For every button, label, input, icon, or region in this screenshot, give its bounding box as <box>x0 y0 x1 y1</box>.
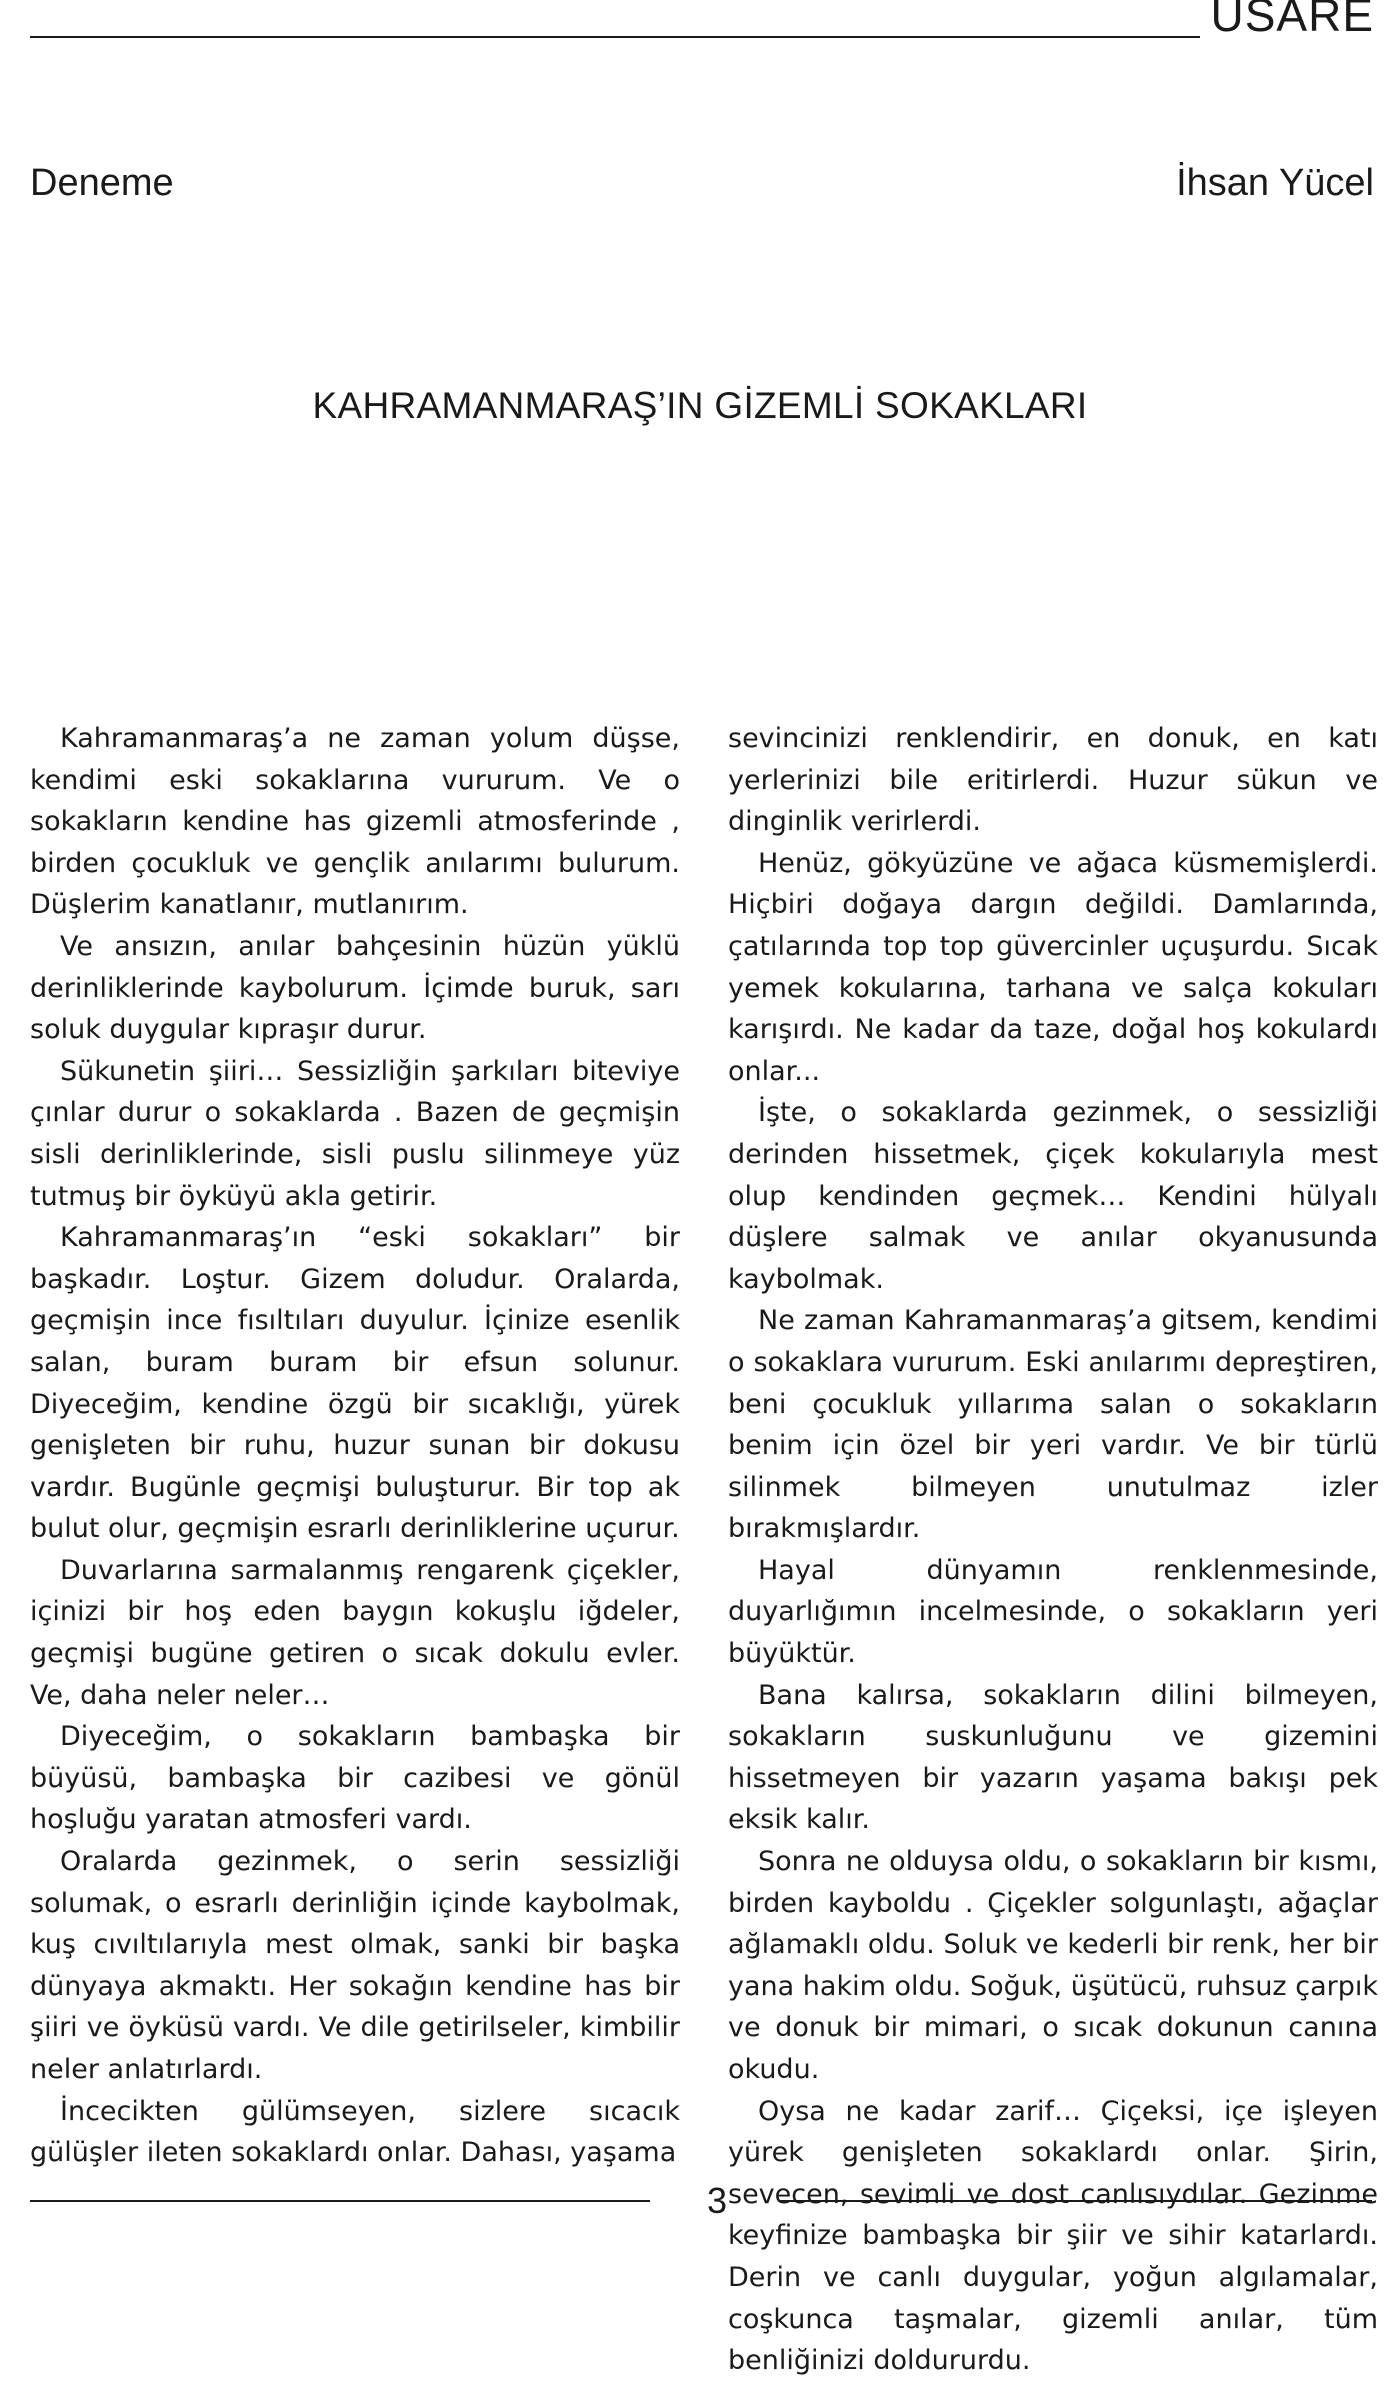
paragraph: Ne zaman Kahramanmaraş’a gitsem, kendimi o sokaklara vururum. Eski anılarımı depreştiren, beni çocukluk yıllarıma salan o sokakların benim için özel bir yeri vardır. Ve bir türlü silinmek bilmeyen unutulmaz izler bırakmışlardır. <box>728 1305 1378 1545</box>
article-title: KAHRAMANMARAŞ’IN GİZEMLİ SOKAKLARI <box>312 385 1088 426</box>
author-name: İhsan Yücel <box>1176 162 1374 204</box>
paragraph: Kahramanmaraş’a ne zaman yolum düşse, kendimi eski sokaklarına vururum. Ve o sokakların kendine has gizemli atmosferinde , birden çocukluk ve gençlik anılarımı bulurum. Düşlerim kanatlanır, mutlanırım. <box>30 723 680 921</box>
paragraph: İşte, o sokaklarda gezinmek, o sessizliği derinden hissetmek, çiçek kokularıyla mest olup kendinden geçmek… Kendini hülyalı düşlere salmak ve anılar okyanusunda kaybolmak. <box>728 1097 1378 1295</box>
paragraph-continued: sevincinizi renklendirir, en donuk, en katı yerlerinizi bile eritirlerdi. Huzur sükun ve dinginlik verirlerdi. <box>728 723 1378 838</box>
paragraph: Ve ansızın, anılar bahçesinin hüzün yüklü derinliklerinde kaybolurum. İçimde buruk, sarı soluk duygular kıpraşır durur. <box>30 930 680 1046</box>
paragraph: Oysa ne kadar zarif… Çiçeksi, içe işleyen yürek genişleten sokaklardı onlar. Şirin, sevecen, sevimli ve dost canlısıydılar. Gezinme keyfinize bambaşka bir şiir ve sihir katarlardı. Derin ve canlı duygular, yoğun algılamalar, coşkunca taşmalar, gizemli anılar, tüm benliğinizi doldururdu. <box>728 2095 1378 2377</box>
magazine-name: USARE <box>1210 0 1374 41</box>
footer-rule-left <box>30 2200 650 2202</box>
section-label: Deneme <box>30 162 174 204</box>
paragraph: Sonra ne olduysa oldu, o sokakların bir kısmı, birden kayboldu . Çiçekler solgunlaştı, ağaçlar ağlamaklı oldu. Soluk ve kederli bir renk, her bir yana hakim oldu. Soğuk, üşütücü, ruhsuz çarpık ve donuk bir mimari, o sıcak dokunun canına okudu. <box>728 1846 1378 2085</box>
paragraph: Diyeceğim, o sokakların bambaşka bir büyüsü, bambaşka bir cazibesi ve gönül hoşluğu yaratan atmosferi vardı. <box>30 1721 680 1836</box>
paragraph: Henüz, gökyüzüne ve ağaca küsmemişlerdi. Hiçbiri doğaya dargın değildi. Damlarında, çatılarında top top güvercinler uçuşurdu. Sıcak yemek kokularına, tarhana ve salça kokuları karışırdı. Ne kadar da taze, doğal hoş kokulardı onlar... <box>728 847 1378 1087</box>
paragraph: Kahramanmaraş’ın “eski sokakları” bir başkadır. Loştur. Gizem doludur. Oralarda, geçmişin ince fısıltıları duyulur. İçinize esenlik salan, buram buram bir efsun solunur. Diyeceğim, kendine özgü bir sıcaklığı, yürek genişleten bir ruhu, huzur sunan bir dokusu vardır. Bugünle geçmişi buluşturur. Bir top ak bulut olur, geçmişin esrarlı derinliklerine uçurur. <box>30 1222 680 1545</box>
paragraph: Duvarlarına sarmalanmış rengarenk çiçekler, içinizi bir hoş eden baygın kokuşlu iğdeler, geçmişi bugüne getiren o sıcak dokulu evler. Ve, daha neler neler… <box>30 1554 680 1711</box>
paragraph: Sükunetin şiiri… Sessizliğin şarkıları biteviye çınlar durur o sokaklarda . Bazen de geçmişin sisli derinliklerinde, sisli puslu silinmeye yüz tutmuş bir öyküyü akla getirir. <box>30 1055 680 1212</box>
right-column <box>728 718 1378 2382</box>
left-column <box>30 718 680 2174</box>
paragraph: Oralarda gezinmek, o serin sessizliği solumak, o esrarlı derinliğin içinde kaybolmak, kuş cıvıltılarıyla mest olmak, sanki bir başka dünyaya akmaktı. Her sokağın kendine has bir şiiri ve öyküsü vardı. Ve dile getirilseler, kimbilir neler anlatırlardı. <box>30 1846 680 2085</box>
page-number: 3 <box>706 2180 728 2221</box>
header-rule <box>30 36 1200 38</box>
paragraph: İncecikten gülümseyen, sizlere sıcacık gülüşler ileten sokaklardı onlar. Dahası, yaşama <box>30 2095 680 2169</box>
footer-rule-right <box>780 2200 1372 2202</box>
paragraph: Hayal dünyamın renklenmesinde, duyarlığımın incelmesinde, o sokakların yeri büyüktür. <box>728 1554 1378 1670</box>
paragraph: Bana kalırsa, sokakların dilini bilmeyen, sokakların suskunluğunu ve gizemini hissetmeyen bir yazarın yaşama bakışı pek eksik kalır. <box>728 1679 1378 1836</box>
